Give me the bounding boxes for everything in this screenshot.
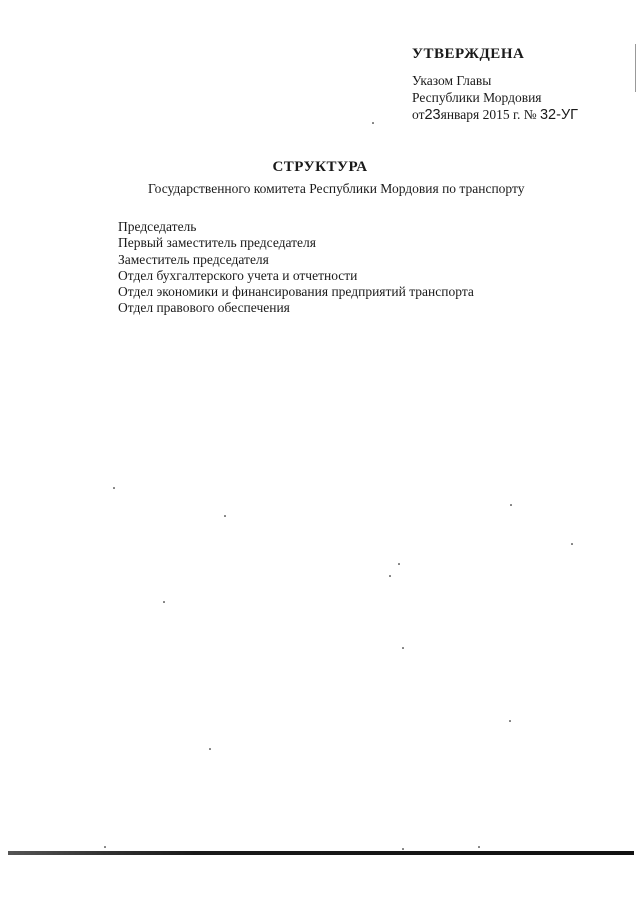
- approval-date-day: 23: [424, 107, 441, 123]
- structure-list: [118, 219, 474, 317]
- structure-item: Отдел бухгалтерского учета и отчетности: [118, 267, 358, 283]
- scan-speck: [113, 487, 115, 489]
- scan-edge-mark: [635, 44, 636, 92]
- approval-decree-number: 32-УГ: [539, 107, 579, 123]
- structure-item: Отдел экономики и финансирования предприятий транспорта: [118, 284, 474, 300]
- scan-speck: [510, 504, 512, 506]
- document-subtitle: Государственного комитета Республики Мордовия по транспорту: [148, 181, 525, 196]
- document-title: СТРУКТУРА: [272, 159, 368, 175]
- structure-item: Заместитель председателя: [118, 251, 269, 267]
- approval-date-prefix: от: [412, 107, 425, 122]
- structure-item: Председатель: [118, 219, 197, 234]
- scan-speck: [398, 563, 400, 565]
- scan-speck: [389, 575, 391, 577]
- scan-speck: [402, 848, 404, 850]
- structure-item: Отдел правового обеспечения: [118, 300, 290, 316]
- scan-speck: [209, 748, 211, 750]
- page-bottom-rule: [8, 851, 634, 855]
- approval-block: [412, 44, 632, 124]
- scan-speck: [571, 543, 573, 545]
- approval-date-rest: января 2015 г. №: [440, 107, 537, 122]
- approval-line-republic: Республики Мордовия: [412, 90, 542, 105]
- scan-speck: [509, 720, 511, 722]
- scan-speck: [402, 647, 404, 649]
- scan-speck: [372, 122, 374, 124]
- approval-line-decree: Указом Главы: [412, 73, 492, 88]
- scan-speck: [478, 846, 480, 848]
- structure-item: Первый заместитель председателя: [118, 235, 316, 251]
- scan-speck: [163, 601, 165, 603]
- scan-speck: [224, 515, 226, 517]
- scan-speck: [104, 846, 106, 848]
- approval-title: УТВЕРЖДЕНА: [412, 46, 525, 62]
- approval-line-date: [412, 106, 632, 124]
